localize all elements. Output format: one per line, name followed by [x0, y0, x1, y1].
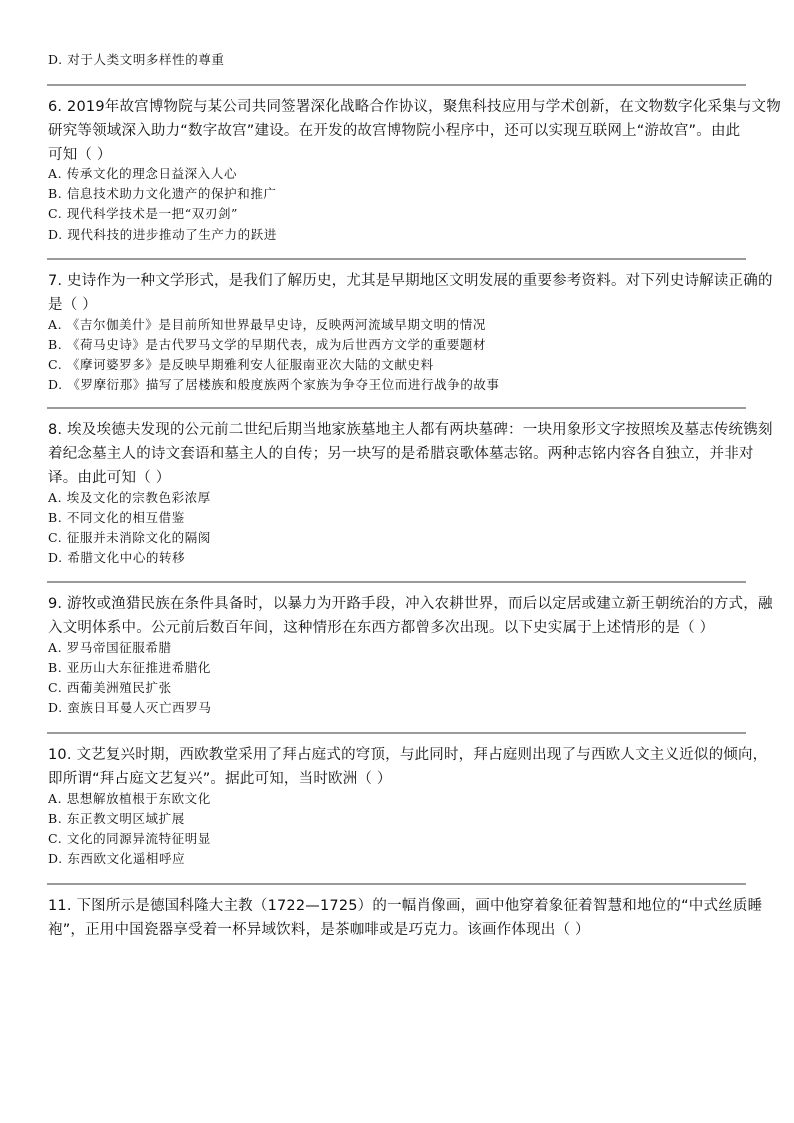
divider	[47, 581, 746, 583]
divider	[47, 407, 746, 409]
question-10-option-c[interactable]: C. 文化的同源异流特征明显	[48, 831, 211, 846]
question-7-stem-line-2: 是（ ）	[48, 297, 97, 313]
question-10-option-a[interactable]: A. 思想解放植根于东欧文化	[48, 791, 211, 806]
divider	[47, 732, 746, 734]
question-10-stem-line-1: 10. 文艺复兴时期，西欧教堂采用了拜占庭式的穹顶，与此同时，拜占庭则出现了与西欧人文主义近似的倾向，	[48, 747, 768, 763]
question-11-stem-line-1: 11. 下图所示是德国科隆大主教（1722—1725）的一幅肖像画，画中他穿着象征着智慧和地位的“中式丝质睡	[48, 898, 763, 914]
question-6-option-c[interactable]: C. 现代科学技术是一把“双刃剑”	[48, 206, 239, 221]
question-6-option-a[interactable]: A. 传承文化的理念日益深入人心	[48, 166, 238, 181]
question-9-option-d[interactable]: D. 蛮族日耳曼人灭亡西罗马	[48, 700, 212, 715]
prev-option-d: D. 对于人类文明多样性的尊重	[48, 52, 225, 67]
question-7-option-c[interactable]: C. 《摩诃婆罗多》是反映早期雅利安人征服南亚次大陆的文献史料	[48, 357, 434, 372]
question-8-stem-line-1: 8. 埃及埃德夫发现的公元前二世纪后期当地家族墓地主人都有两块墓碑：一块用象形文字按照埃及墓志传统镌刻	[48, 422, 773, 438]
question-6-stem-line-1: 6. 2019年故宫博物院与某公司共同签署深化战略合作协议，聚焦科技应用与学术创新，在文物数字化采集与文物	[48, 99, 781, 115]
question-7-option-a[interactable]: A. 《吉尔伽美什》是目前所知世界最早史诗，反映两河流域早期文明的情况	[48, 317, 486, 332]
question-10-option-d[interactable]: D. 东西欧文化遥相呼应	[48, 851, 186, 866]
question-8-option-d[interactable]: D. 希腊文化中心的转移	[48, 550, 186, 565]
question-6-option-d[interactable]: D. 现代科技的进步推动了生产力的跃进	[48, 227, 277, 242]
question-7-option-d[interactable]: D. 《罗摩衍那》描写了居楼族和般度族两个家族为争夺王位而进行战争的故事	[48, 377, 500, 392]
divider	[47, 883, 746, 885]
question-8-stem-line-2: 着纪念墓主人的诗文套语和墓主人的自传；另一块写的是希腊哀歌体墓志铭。两种志铭内容各自独立，并非对	[48, 446, 754, 462]
question-8-option-a[interactable]: A. 埃及文化的宗教色彩浓厚	[48, 490, 211, 505]
divider	[47, 258, 746, 260]
question-9-option-b[interactable]: B. 亚历山大东征推进希腊化	[48, 660, 212, 675]
question-10-option-b[interactable]: B. 东正教文明区域扩展	[48, 811, 185, 826]
question-7-stem-line-1: 7. 史诗作为一种文学形式，是我们了解历史，尤其是早期地区文明发展的重要参考资料。对下列史诗解读正确的	[48, 273, 773, 289]
question-8-option-b[interactable]: B. 不同文化的相互借鉴	[48, 510, 185, 525]
question-7-option-b[interactable]: B. 《荷马史诗》是古代罗马文学的早期代表，成为后世西方文学的重要题材	[48, 337, 487, 352]
question-10-stem-line-2: 即所谓“拜占庭文艺复兴”。据此可知，当时欧洲（ ）	[48, 771, 392, 787]
question-6-option-b[interactable]: B. 信息技术助力文化遗产的保护和推广	[48, 186, 277, 201]
divider	[47, 84, 746, 86]
question-6-stem-line-2: 研究等领域深入助力“数字故宫”建设。在开发的故宫博物院小程序中，还可以实现互联网上“游故宫”。由此	[48, 123, 741, 139]
question-9-option-a[interactable]: A. 罗马帝国征服希腊	[48, 640, 172, 655]
question-9-option-c[interactable]: C. 西葡美洲殖民扩张	[48, 680, 172, 695]
question-6-stem-line-3: 可知（ ）	[48, 147, 112, 163]
question-9-stem-line-1: 9. 游牧或渔猎民族在条件具备时，以暴力为开路手段，冲入农耕世界，而后以定居或建立新王朝统治的方式，融	[48, 596, 773, 612]
question-8-option-c[interactable]: C. 征服并未消除文化的隔阂	[48, 530, 211, 545]
question-11-stem-line-2: 袍”，正用中国瓷器享受着一杯异域饮料，是茶咖啡或是巧克力。该画作体现出（ ）	[48, 922, 590, 938]
question-8-stem-line-3: 译。由此可知（ ）	[48, 470, 171, 486]
question-9-stem-line-2: 入文明体系中。公元前后数百年间，这种情形在东西方都曾多次出现。以下史实属于上述情形的是（ ）	[48, 620, 715, 636]
